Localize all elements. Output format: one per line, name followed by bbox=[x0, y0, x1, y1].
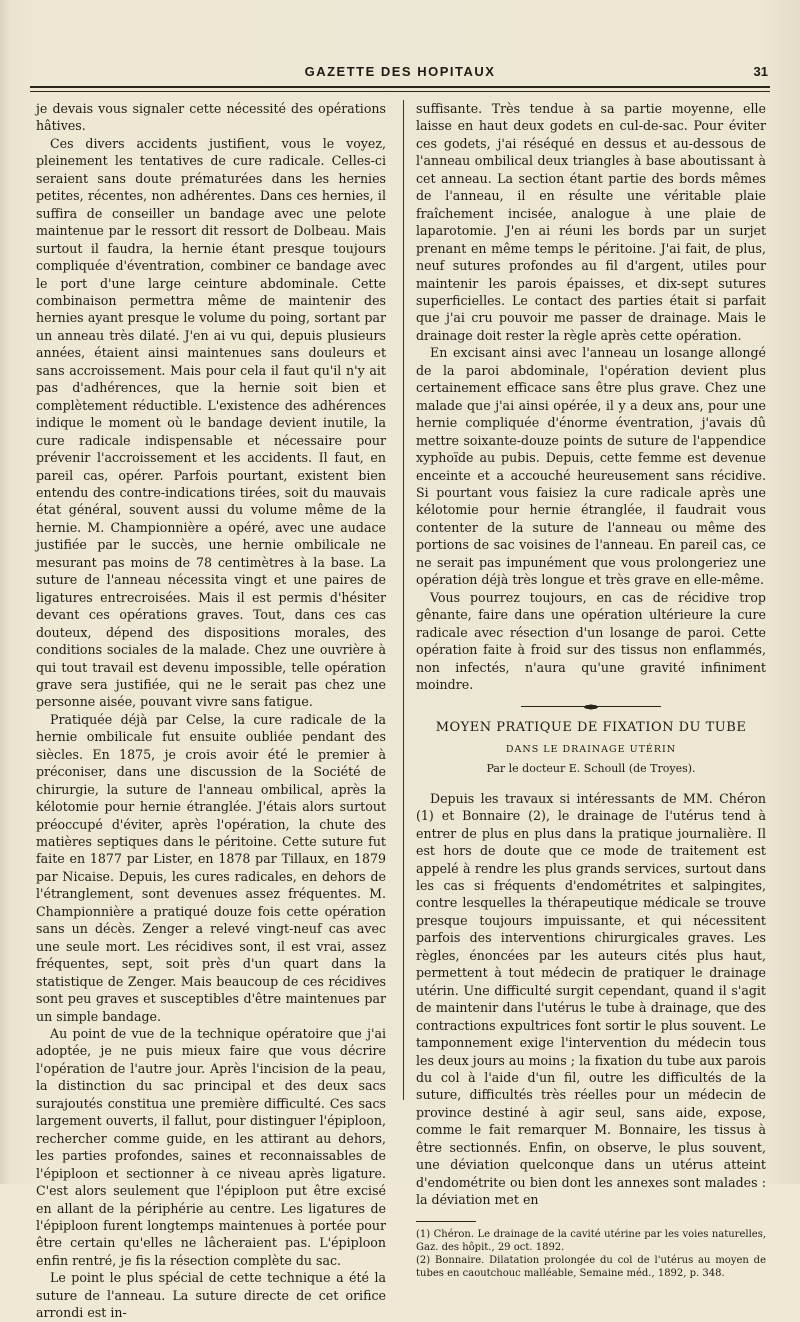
page-number: 31 bbox=[753, 64, 768, 79]
paragraph: Le point le plus spécial de cette technique a été la suture de l'anneau. La suture directe de cet orifice arrondi est in- bbox=[36, 1270, 386, 1321]
left-column bbox=[36, 100, 386, 1322]
paragraph: je devais vous signaler cette nécessité des opérations hâtives. bbox=[36, 101, 386, 134]
paragraph: Pratiquée déjà par Celse, la cure radicale de la hernie ombilicale fut ensuite oubliée pendant des siècles. En 1875, je crois avoir été le premier à préconiser, dans une discussion de la Société de chirurgie, la suture de l'anneau ombilical, après la kélotomie pour hernie étranglée. J'étais alors surtout préoccupé d'éviter, après l'opération, la chute des matières septiques dans le péritoine. Cette suture fut faite en 1877 par Lister, en 1878 par Tillaux, en 1879 par Nicaise. Depuis, les cures radicales, en dehors de l'étranglement, sont devenues assez fréquentes. M. Championnière a pratiqué douze fois cette opération sans un décès. Zenger a relevé vingt-neuf cas avec une seule mort. Les récidives sont, il est vrai, assez fréquentes, sept, soit près d'un quart dans la statistique de Zenger. Mais beaucoup de ces récidives sont peu graves et susceptibles d'être maintenues par un simple bandage. bbox=[36, 711, 386, 1024]
right-column bbox=[416, 100, 766, 1280]
page-header bbox=[30, 60, 770, 84]
footnote: (1) Chéron. Le drainage de la cavité utérine par les voies naturelles, Gaz. des hôpit., 29 oct. 1892. bbox=[416, 1228, 766, 1253]
ornament-center bbox=[579, 703, 603, 711]
paragraph: suffisante. Très tendue à sa partie moyenne, elle laisse en haut deux godets en cul-de-sac. Pour éviter ces godets, j'ai réséqué en dessus et au-dessous de l'anneau ombilical deux triangles à base aboutissant à cet anneau. La section étant partie des bords mêmes de l'anneau, il en résulte une véritable plaie fraîchement incisée, analogue à une plaie de laparotomie. J'en ai réuni les bords par un surjet prenant en même temps le péritoine. J'ai fait, de plus, neuf sutures profondes au fil d'argent, utiles pour maintenir les parois épaisses, et dix-sept sutures superficielles. Le contact des parties était si parfait que j'ai cru pouvoir me passer de drainage. Mais le drainage doit rester la règle après cette opération. bbox=[416, 101, 766, 343]
footnote-rule bbox=[416, 1221, 476, 1222]
section-ornament bbox=[521, 703, 661, 711]
paragraph: En excisant ainsi avec l'anneau un losange allongé de la paroi abdominale, l'opération devient plus certainement efficace sans être plus grave. Chez une malade que j'ai ainsi opérée, il y a deux ans, pour une hernie compliquée d'énorme éventration, j'avais dû mettre soixante-douze points de suture de l'appendice xyphoïde au pubis. Depuis, cette femme est devenue enceinte et a accouché heureusement sans récidive. Si pourtant vous faisiez la cure radicale après une kélotomie pour hernie étranglée, il faudrait vous contenter de la suture de l'anneau ou même des portions de sac voisines de l'anneau. En pareil cas, ce ne serait pas impunément que vous prolongeriez une opération déjà très longue et très grave en elle-même. bbox=[416, 345, 766, 588]
column-divider bbox=[403, 100, 404, 1100]
article-subtitle: DANS LE DRAINAGE UTÉRIN bbox=[505, 743, 677, 755]
paragraph: Vous pourrez toujours, en cas de récidive trop gênante, faire dans une opération ultérieure la cure radicale avec résection d'un losange de paroi. Cette opération faite à froid sur des tissus non enflammés, non infectés, n'aura qu'une gravité infiniment moindre. bbox=[416, 589, 766, 692]
footnote: (2) Bonnaire. Dilatation prolongée du col de l'utérus au moyen de tubes en caoutchouc malléable, Semaine méd., 1892, p. 348. bbox=[416, 1254, 766, 1279]
paragraph: Ces divers accidents justifient, vous le voyez, pleinement les tentatives de cure radicale. Celles-ci seraient sans doute prématurées dans les hernies petites, récentes, non adhérentes. Dans ces hernies, il suffira de conseiller un bandage avec une pelote maintenue par le ressort dit ressort de Dolbeau. Mais surtout il faudra, la hernie étant presque toujours compliquée d'éventration, combiner ce bandage avec le port d'une large ceinture abdominale. Cette combinaison permettra même de maintenir des hernies ayant presque le volume du poing, sortant par un anneau très dilaté. J'en ai vu qui, depuis plusieurs années, étaient ainsi maintenues sans douleurs et sans accroissement. Mais pour cela il faut qu'il n'y ait pas d'adhérences, que la hernie soit bien et complètement réductible. L'existence des adhérences indique le moment où le bandage devient inutile, la cure radicale indispensable et nécessaire pour prévenir l'accroissement et les accidents. Il faut, en pareil cas, opérer. Parfois pourtant, existent bien entendu des contre-indications tirées, soit du mauvais état général, souvent aussi du volume même de la hernie. M. Championnière a opéré, avec une audace justifiée par le succès, une hernie ombilicale ne mesurant pas moins de 78 centimètres à la base. La suture de l'anneau nécessita vingt et une paires de ligatures entrecroisées. Mais il est permis d'hésiter devant ces opérations graves. Tout, dans ces cas douteux, dépend des dispositions morales, des conditions sociales de la malade. Chez une ouvrière à qui tout travail est devenu impossible, telle opération grave sera justifiée, qui ne le serait pas chez une personne aisée, pouvant vivre sans fatigue. bbox=[36, 135, 386, 710]
header-rule bbox=[30, 86, 770, 92]
running-title: GAZETTE DES HOPITAUX bbox=[304, 64, 496, 79]
article-body: Depuis les travaux si intéressants de MM. Chéron (1) et Bonnaire (2), le drainage de l'utérus tend à entrer de plus en plus dans la pratique journalière. Il est hors de doute que ce mode de traitement est appelé à rendre les plus grands services, surtout dans les cas si fréquents d'endométrites et salpingites, contre lesquelles la thérapeutique médicale se trouve presque toujours impuissante, et qui nécessitent parfois des interventions chirurgicales graves. Les règles, énoncées par les auteurs cités plus haut, permettent à tout médecin de pratiquer le drainage utérin. Une difficulté surgit cependant, quand il s'agit de maintenir dans l'utérus le tube à drainage, que des contractions expultrices font sortir le plus souvent. Le tamponnement exige l'intervention du médecin tous les deux jours au moins ; la fixation du tube aux parois du col à l'aide d'un fil, outre les difficultés de la suture, difficultés très réelles pour un médecin de province destiné à agir seul, sans aide, expose, comme le fait remarquer M. Bonnaire, les tissus à être sectionnés. Enfin, on observe, le plus souvent, une déviation quelconque dans un utérus atteint d'endométrite ou bien dont les annexes sont malades : la déviation met en bbox=[416, 790, 766, 1208]
paragraph: Au point de vue de la technique opératoire que j'ai adoptée, je ne puis mieux faire que vous décrire l'opération de l'autre jour. Après l'incision de la peau, la distinction du sac principal et des deux sacs surajoutés constitua une première difficulté. Ces sacs largement ouverts, il fallut, pour distinguer l'épiploon, rechercher comme guide, en les attirant au dehors, les parties profondes, saines et reconnaissables de l'épiploon et sectionner à ce niveau après ligature. C'est alors seulement que l'épiploon put être excisé en allant de la périphérie au centre. Les ligatures de l'épiploon furent longtemps maintenues à portée pour être certain qu'elles ne lâcheraient pas. L'épiploon enfin rentré, je fis la résection complète du sac. bbox=[36, 1026, 386, 1268]
article-title: MOYEN PRATIQUE DE FIXATION DU TUBE bbox=[435, 720, 747, 736]
article-byline: Par le docteur E. Schoull (de Troyes). bbox=[486, 762, 696, 776]
